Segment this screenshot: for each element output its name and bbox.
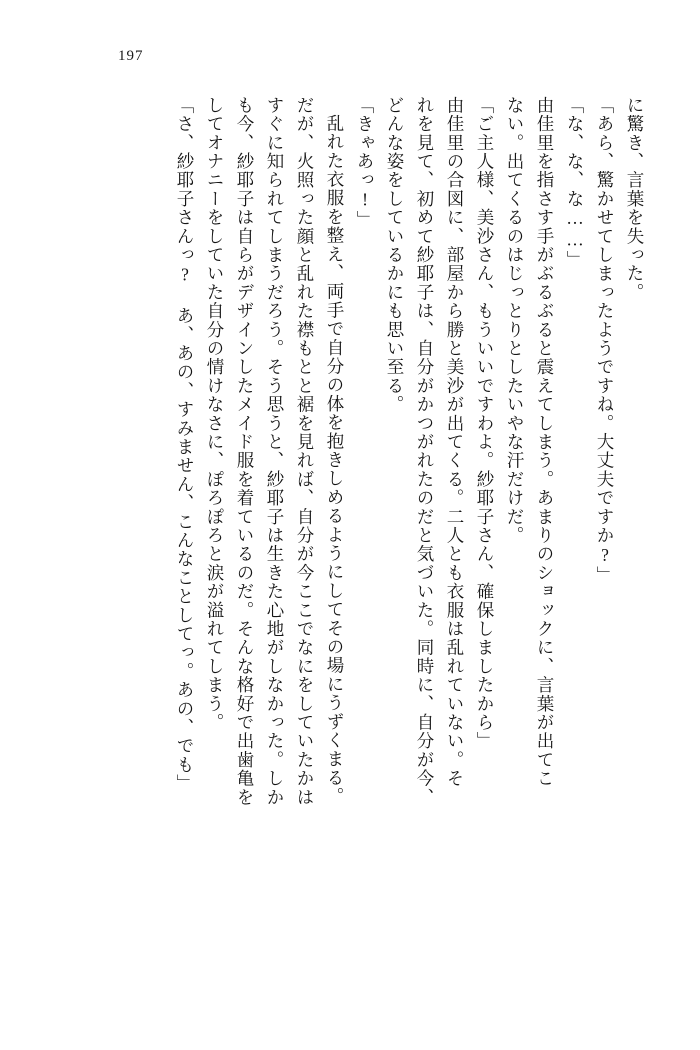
text-line: 乱れた衣服を整え、両手で自分の体を抱きしめるようにしてその場にうずくまる。 bbox=[325, 114, 345, 806]
text-line: 「きゃあっ!」 bbox=[355, 96, 375, 230]
body-text-block bbox=[60, 96, 650, 966]
text-line: してオナニーをしていた自分の情けなさに、ぽろぽろと涙が溢れてしまう。 bbox=[205, 96, 225, 732]
text-line: 「あら、驚かせてしまったようですね。大丈夫ですか?」 bbox=[595, 96, 615, 585]
page-number: 197 bbox=[118, 48, 144, 64]
text-line: に驚き、言葉を失った。 bbox=[625, 96, 645, 302]
text-line: 由佳里を指さす手がぶるぶると震えてしまう。あまりのショックに、言葉が出てこ bbox=[535, 96, 555, 788]
text-line: 「ご主人様、美沙さん、もういいですわよ。紗耶子さん、確保しましたから」 bbox=[475, 96, 495, 751]
text-line: 「さ、紗耶子さんっ? あ、あの、すみません、こんなことしてっ。あの、でも」 bbox=[175, 96, 195, 793]
text-line: ない。出てくるのはじっとりとしたいやな汗だけだ。 bbox=[505, 96, 525, 545]
text-line: も今、紗耶子は自らがデザインしたメイド服を着ているのだ。そんな格好で出歯亀を bbox=[235, 96, 255, 807]
text-line: 由佳里の合図に、部屋から勝と美沙が出てくる。二人とも衣服は乱れていない。そ bbox=[445, 96, 465, 788]
text-line: すぐに知られてしまうだろう。そう思うと、紗耶子は生きた心地がしなかった。しか bbox=[265, 96, 285, 807]
text-line: れを見て、初めて紗耶子は、自分がかつがれたのだと気づいた。同時に、自分が今、 bbox=[415, 96, 435, 807]
text-line: 「な、な、な……」 bbox=[565, 96, 585, 270]
text-line: だが、火照った顔と乱れた襟もとと裾を見れば、自分が今ここでなにをしていたかは bbox=[295, 96, 315, 807]
text-line: どんな姿をしているかにも思い至る。 bbox=[385, 96, 405, 414]
